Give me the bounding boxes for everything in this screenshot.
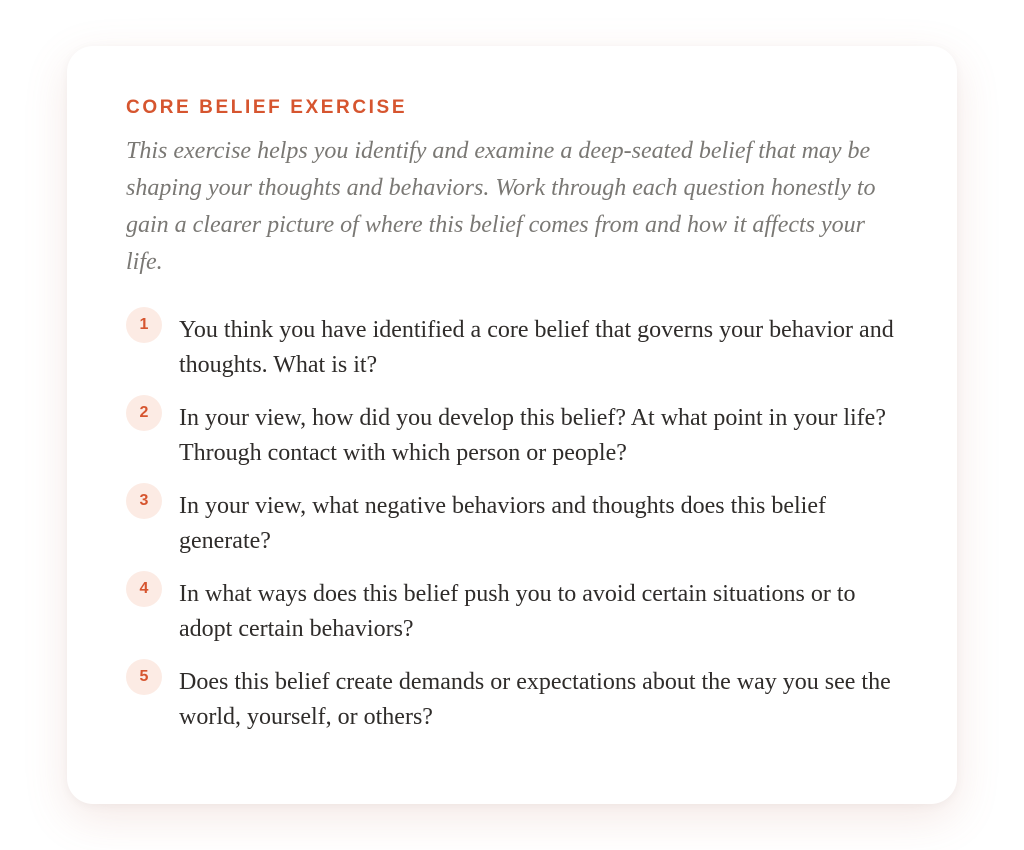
question-item <box>126 313 899 383</box>
exercise-title: CORE BELIEF EXERCISE <box>126 97 408 118</box>
question-text: In what ways does this belief push you to avoid certain situations or to adopt certain behaviors? <box>179 581 856 642</box>
question-number-badge: 3 <box>126 483 162 519</box>
exercise-card <box>67 46 957 804</box>
question-item <box>126 489 899 559</box>
question-text: In your view, how did you develop this belief? At what point in your life? Through contact with which person or people? <box>179 405 886 466</box>
question-list <box>126 313 899 735</box>
question-number-badge: 5 <box>126 659 162 695</box>
exercise-intro: This exercise helps you identify and examine a deep-seated belief that may be shaping your thoughts and behaviors. Work through each question honestly to gain a clearer picture of where this belief comes from and how it affects your life. <box>126 138 876 275</box>
question-item <box>126 401 899 471</box>
question-number-badge: 1 <box>126 307 162 343</box>
question-text: Does this belief create demands or expectations about the way you see the world, yourself, or others? <box>179 669 891 730</box>
question-item <box>126 665 899 735</box>
question-text: In your view, what negative behaviors and thoughts does this belief generate? <box>179 493 826 554</box>
question-number-badge: 4 <box>126 571 162 607</box>
question-text: You think you have identified a core belief that governs your behavior and thoughts. What is it? <box>179 317 894 378</box>
question-number-badge: 2 <box>126 395 162 431</box>
question-item <box>126 577 899 647</box>
